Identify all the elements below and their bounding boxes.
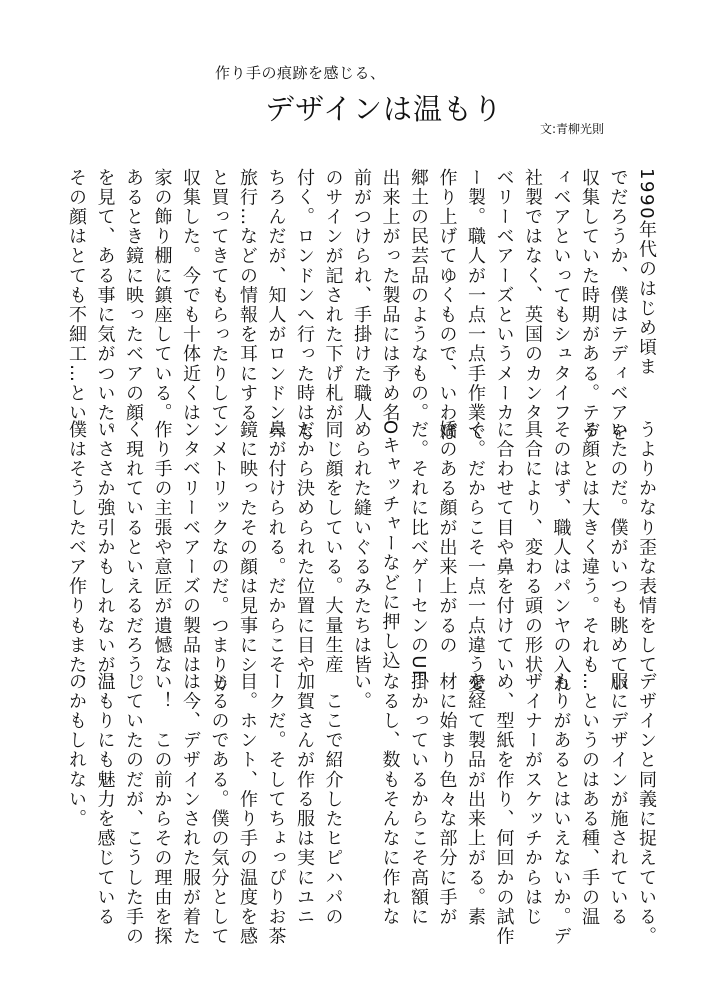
text-column: だ。それに比べゲーセンのUF xyxy=(408,420,429,682)
text-column: 温もりにも魅力を感じている xyxy=(94,672,116,927)
text-column: 出来上がった製品には予め名 xyxy=(379,168,401,423)
text-column: もりがあるとはいえないか。デ xyxy=(550,672,572,947)
text-column: い。 xyxy=(351,672,372,712)
text-column: 付く。ロンドンへ行った時はも xyxy=(294,168,315,443)
text-column: だから決められた位置に目や xyxy=(294,420,315,675)
article-block-top xyxy=(66,168,660,443)
text-column: 家の飾り棚に鎮座している。 xyxy=(151,168,173,423)
text-column: じるのである。僕の気分として xyxy=(208,672,230,947)
text-column: 鼻が付けられる。だからこそ xyxy=(265,420,287,675)
text-column: していたのだが、こうした手の xyxy=(123,672,144,947)
text-column: 鏡に映ったその顔は見事にシ xyxy=(237,420,258,675)
text-column: められた縫いぐるみたちは皆 xyxy=(351,420,372,675)
text-column: 旅行…などの情報を耳にする xyxy=(237,168,258,423)
text-column: 収集した。今でも十体近くは xyxy=(180,168,201,423)
text-column: を見て、ある事に気がついた。 xyxy=(94,168,116,443)
text-column: Oキャッチャーなどに押し込 xyxy=(379,420,401,671)
text-column: い！ この前からその理由を探 xyxy=(151,672,173,947)
text-column: なるし、数もそんなに作れな xyxy=(379,672,401,927)
subtitle: 作り手の痕跡を感じる、 xyxy=(215,64,386,82)
text-column: ークだ。そしてちょっぴりお茶 xyxy=(265,672,287,947)
text-column: ンタベリーベアーズの製品は xyxy=(180,420,201,675)
text-column: 作り手の主張や意匠が遺憾な xyxy=(151,420,173,675)
text-column: 具合により、変わる頭の形状 xyxy=(522,420,543,675)
text-column: そのはず、職人はパンヤの入れ xyxy=(550,420,572,695)
text-column: その顔はとても不細工…とい xyxy=(66,168,87,423)
text-column: ザイナーがスケッチからはじ xyxy=(522,672,543,927)
text-column: 前がつけられ、手掛けた職人 xyxy=(351,168,372,423)
text-column: く現れているといえるだろう。 xyxy=(123,420,144,695)
text-column: のかもしれない。 xyxy=(66,672,87,829)
text-column: 郷土の民芸品のようなもの。 xyxy=(408,168,429,423)
text-column: ここで紹介したヒピハパの xyxy=(322,672,344,927)
text-column: 掛かっているからこそ高額に xyxy=(408,672,429,927)
text-column: を経て製品が出来上がる。素 xyxy=(465,672,486,927)
text-column: 目。ホント、作り手の温度を感 xyxy=(237,672,258,947)
text-column: 収集していた時期がある。テデ xyxy=(579,168,600,443)
text-column: ちろんだが、知人がロンドンへ xyxy=(265,168,287,443)
text-column: 作り上げてゆくもので、いわば xyxy=(436,168,458,443)
text-column: 同じ顔をしている。大量生産 xyxy=(322,420,344,675)
text-column: 加賀さんが作る服は実にユニ xyxy=(294,672,315,927)
text-column: 僕はそうしたベア作りもまた、 xyxy=(66,420,87,695)
text-column: 嬌のある顔が出来上がるの xyxy=(436,420,458,656)
page-title: デザインは温もり xyxy=(265,92,503,126)
text-column: あるとき鏡に映ったベアの顔 xyxy=(123,168,144,423)
text-column: 服にデザインが施されている xyxy=(607,672,629,927)
text-column: は今、デザインされた服が着た xyxy=(180,672,201,947)
text-column: ィベアといってもシュタイフ xyxy=(550,168,572,423)
author-credit: 文:青柳光則 xyxy=(540,122,605,136)
text-column: いささか強引かもしれないが、 xyxy=(94,420,116,695)
text-column: デザインと同義に捉えている。 xyxy=(636,672,657,947)
text-column: でだろうか、僕はテディベアを xyxy=(607,168,629,443)
article-block-bottom xyxy=(66,672,660,947)
text-column: に合わせて目や鼻を付けてい xyxy=(493,420,515,675)
text-column: うよりかなり歪な表情をして xyxy=(636,420,657,675)
text-column: と買ってきてもらったりして xyxy=(208,168,230,423)
text-column: く。だからこそ一点一点違う愛 xyxy=(465,420,486,695)
text-column: …というのはある種、手の温 xyxy=(579,672,600,927)
text-column: いたのだ。僕がいつも眺めてい xyxy=(607,420,629,695)
text-column: ベリーベアーズというメーカ xyxy=(493,168,515,423)
text-column: 社製ではなく、英国のカンタ xyxy=(522,168,543,423)
article-block-middle xyxy=(66,420,660,695)
text-column: 1990年代のはじめ頃ま xyxy=(636,168,657,378)
text-column: る顔とは大きく違う。それも xyxy=(579,420,600,675)
text-column: 材に始まり色々な部分に手が xyxy=(436,672,458,927)
text-column: ンメトリックなのだ。つまりカ xyxy=(208,420,230,695)
text-column: ー製。職人が一点一点手作業で xyxy=(465,168,486,443)
text-column: め、型紙を作り、何回かの試作 xyxy=(493,672,515,947)
text-column: のサインが記された下げ札が xyxy=(322,168,344,423)
